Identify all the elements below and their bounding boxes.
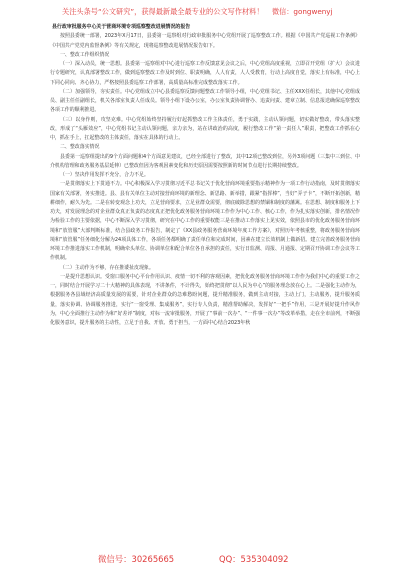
report-title: 县行政审批服务中心关于营商环境专项巡察整改进展情况的报告 xyxy=(52,24,191,30)
wechat-number: 微信号：30265665 xyxy=(98,554,175,564)
intro-paragraph: 按照县委统一部署，2023年X月17日，县委第一巡察组对行政审批服务中心党组开展了巡察整改工作。根据《中国共产党巡视工作条例》《中国共产党党内监督条例》等有关规定，现将巡察整改进展情况报告如下。 xyxy=(50,33,360,49)
contact-footer xyxy=(92,551,322,567)
section-heading-organization: 一、整改工作组织情况 xyxy=(60,51,110,58)
report-body xyxy=(50,23,360,328)
qq-number: QQ：535304092 xyxy=(219,554,289,564)
paragraph-summary: 县委第一巡察组提出的9个方面问题和4个方面意见建议，已经全部进行了整改，其中12项已整改到位，另外3项问题（三集中三到位、中介机构管理和政务服务基层延伸）已整改但因为客观因素变化和历史原因需要按照新的时间节点进行长期持续整改。 xyxy=(50,153,360,169)
subheading-two: （二）主动作为不够，存在推诿扯皮现象。 xyxy=(60,264,154,271)
paragraph-leadership: （二）加强领导，夯实责任。中心党组成立中心县委巡察反馈问题整改工作领导小组，中心党组书记、主任XXX任组长，其他中心党组成员、副主任任副组长，机关各部室负责人任成员。领导小组下设办公室，办公室负责协调督办、追责问责、建章立制、信息报送确保巡察整改各项工作的顺利推进。 xyxy=(50,88,360,114)
wechat-id-text: 微信：gongwenyj xyxy=(271,7,333,16)
promo-banner-text: 关注头条号“公文研究”，获得最新最全最专业的公文写作材料！ xyxy=(62,7,264,16)
paragraph-implementation: 一是贯彻落实上下贯通不力。中心积极深入学习贯彻习近平总书记关于优化营商环境重要指示精神作为一项工作行动指南，及时贯彻落实国家有关部署，务实推进。县、县有关单位主动对接营商环境的新理念、新思路、新举措，跟紧“指挥棒”，当好“弄子卡”，不断开拓创新，精耕细作，耐久为先。二是在转变观念上功夫，立足营商要求，立足业群众需要，彻底破除思想的禁锢和制度的藩篱。在思想、制度和服务上下功夫，对发展理念的对企业群众真正负责的态度真正把优化政务服务营商环境工作作为中心工作、核心工作，作为扎实落实创新，排名情况作为检验工作的主要依据，中心不断深入学习贯彻，研究在中心工作的重要权能三是在推动工作落实上见实效，依照县市的优化政务服务营商环境和“放管服”大部判断标准，结合县政务工作报告，制定了《XX县政务服务营商环境年度工作方案》，对照历年考核重整，将政务服务营商环境和“放管服”任务细化分解为24项具体工作，各项任务都明确了责任单位和完成时间，因素在建立长效机制上做新招。建立完善政务服务营商环境工作推进落实工作机制，明确牵头单位、协调单位和配合单位各自承担的责任，实行日监测、周报、月通报、定期召开协调工作会议等工作机制。 xyxy=(50,181,360,262)
subheading-one: （一）坚决作用发挥不充分，合力不足。 xyxy=(60,172,149,178)
promo-banner xyxy=(62,6,396,18)
paragraph-mobilization: （一）深入动员，统一思想。县委第一巡察组对中心进行巡察工作反馈意见会议之后，中心党组高度重视，立即召开党组（扩大）会议进行专题研究，认真部署整改工作，做到巡察整改工作及时到位、职责明确，人人有责，人人受教育，行动上高度自觉，落实上有标准，中心上下同心同向、齐心协力，严格按照县委巡察工作部署，高质量高标准完成整改落实工作。 xyxy=(50,61,360,86)
paragraph-example: （三）以身作则，攻坚克难。中心党组始终坚持履行好起抓整改工作主体责任，勇于实践，主动认领问题，切实做好整改，带头落实整改，形成了“头雁效应”，中心党组书记主动认领问题，亲力亲为，站在讲政治的高度，履行整改工作“第一责任人”职责，把整改工作抓在心中，抓在手上，扛起整改的主体责任，落实在具体的行动上。 xyxy=(50,116,360,141)
section-heading-rectification: 二、整改落实情况 xyxy=(60,144,100,151)
paragraph-initiative: 一是提升思想认识。受窗口服务中心平台作用认识、疫情一切不利的客观因素，把优化政务服务营商环境工作作为我们中心的重要工作之一，同时结合开展学习二十大精神的具体表现，不讲条件，不计得失，始终把贯彻“以人民为中心”的服务理念放在心上。二是强化主动作为，根据服务各县域经济高质量发展的需要，针对企业群众的急难愁盼问题，提升精准服务，做到主动对接，主动上门，主动服务，提升服务质量，落实协调、协调服务推进，实行“一窗受理、集成服务”，实行专人负责，精准帮助解决，发挥好“一把手”作用，三是开展好提升作风作为，中心全面推行主动作为和“好差评”制度，对标一流审批服务，开展了“事前一次办”、“一件事一次办”等改革举措，走在全市前列，不断强化服务意识，提升服务的主动性，立足于自我、开放、勇于担当，一方面中心结合2023年秋 xyxy=(50,273,360,326)
